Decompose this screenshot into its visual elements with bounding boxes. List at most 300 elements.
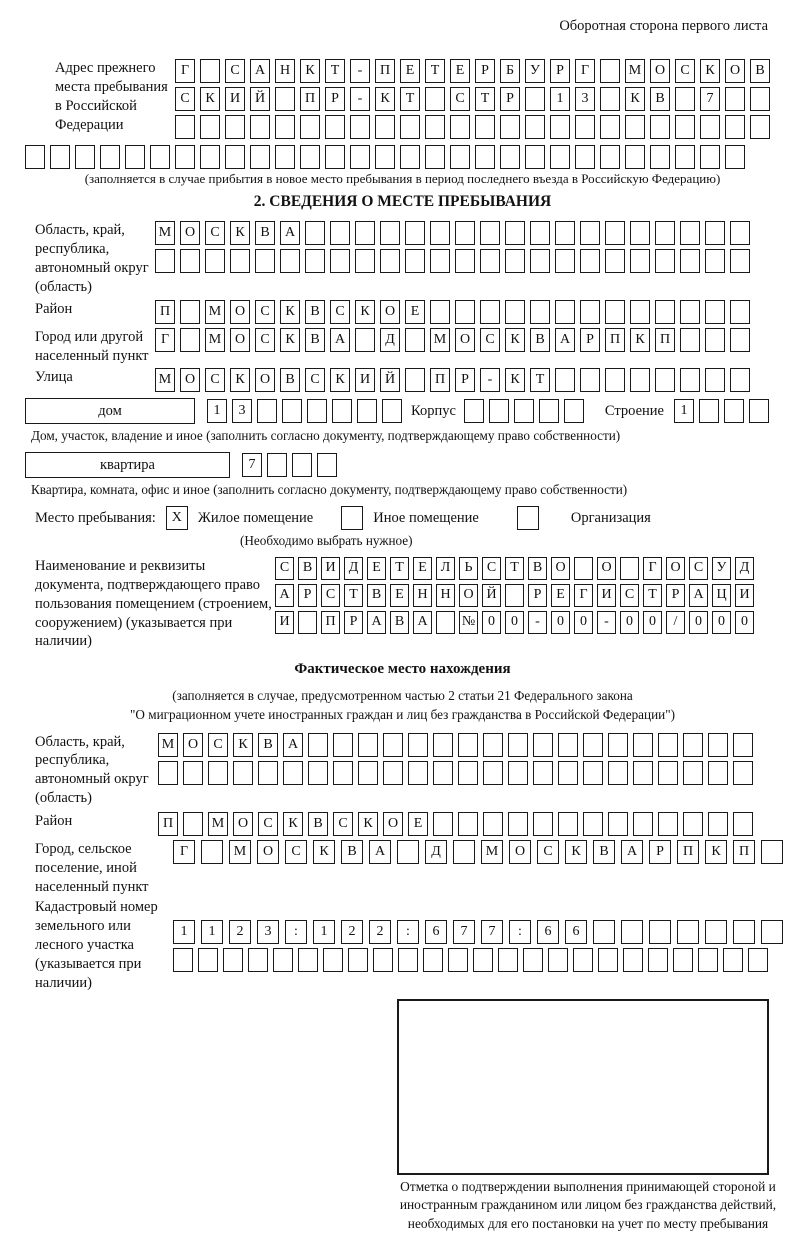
char-cell[interactable]: В [530, 328, 550, 352]
char-cell[interactable]: С [330, 300, 350, 324]
char-cell[interactable] [450, 115, 470, 139]
char-cell[interactable]: Р [500, 87, 520, 111]
char-cell[interactable]: В [593, 840, 615, 864]
char-cell[interactable]: С [285, 840, 307, 864]
char-cell[interactable] [514, 399, 534, 423]
char-cell[interactable]: К [230, 221, 250, 245]
char-cell[interactable]: Ц [712, 584, 731, 607]
char-cell[interactable]: К [630, 328, 650, 352]
char-cell[interactable]: М [158, 733, 178, 757]
char-cell[interactable]: К [283, 812, 303, 836]
char-cell[interactable] [358, 761, 378, 785]
char-cell[interactable] [292, 453, 312, 477]
char-cell[interactable] [423, 948, 443, 972]
char-cell[interactable] [533, 733, 553, 757]
char-cell[interactable] [630, 368, 650, 392]
char-cell[interactable]: П [300, 87, 320, 111]
char-cell[interactable] [100, 145, 120, 169]
char-cell[interactable]: Т [390, 557, 409, 580]
char-cell[interactable] [300, 145, 320, 169]
char-cell[interactable] [655, 368, 675, 392]
char-cell[interactable]: Ь [459, 557, 478, 580]
char-cell[interactable] [530, 249, 550, 273]
char-cell[interactable] [75, 145, 95, 169]
char-cell[interactable]: 1 [173, 920, 195, 944]
char-cell[interactable]: Т [400, 87, 420, 111]
char-cell[interactable] [730, 328, 750, 352]
char-cell[interactable]: Г [643, 557, 662, 580]
char-cell[interactable] [180, 328, 200, 352]
char-cell[interactable] [380, 221, 400, 245]
char-cell[interactable]: Р [298, 584, 317, 607]
char-cell[interactable] [733, 920, 755, 944]
char-cell[interactable] [508, 812, 528, 836]
char-cell[interactable]: С [208, 733, 228, 757]
char-cell[interactable] [623, 948, 643, 972]
char-cell[interactable]: О [230, 328, 250, 352]
char-cell[interactable] [489, 399, 509, 423]
char-cell[interactable] [298, 948, 318, 972]
char-cell[interactable]: И [597, 584, 616, 607]
char-cell[interactable]: С [258, 812, 278, 836]
char-cell[interactable] [683, 733, 703, 757]
char-cell[interactable] [675, 145, 695, 169]
char-cell[interactable] [500, 145, 520, 169]
char-cell[interactable] [183, 761, 203, 785]
char-cell[interactable]: Д [380, 328, 400, 352]
char-cell[interactable]: С [205, 221, 225, 245]
char-cell[interactable] [580, 249, 600, 273]
char-cell[interactable] [700, 145, 720, 169]
char-cell[interactable]: И [735, 584, 754, 607]
char-cell[interactable]: 0 [643, 611, 662, 634]
char-cell[interactable] [630, 249, 650, 273]
char-cell[interactable] [158, 761, 178, 785]
char-cell[interactable] [283, 761, 303, 785]
char-cell[interactable] [724, 399, 744, 423]
char-cell[interactable]: - [350, 87, 370, 111]
char-cell[interactable] [558, 733, 578, 757]
char-cell[interactable]: А [621, 840, 643, 864]
char-cell[interactable]: В [341, 840, 363, 864]
char-cell[interactable]: М [155, 368, 175, 392]
char-cell[interactable]: В [528, 557, 547, 580]
char-cell[interactable] [430, 249, 450, 273]
char-cell[interactable] [573, 948, 593, 972]
char-cell[interactable]: Т [344, 584, 363, 607]
char-cell[interactable]: К [505, 328, 525, 352]
char-cell[interactable]: А [283, 733, 303, 757]
char-cell[interactable] [761, 840, 783, 864]
char-cell[interactable]: М [205, 328, 225, 352]
char-cell[interactable] [255, 249, 275, 273]
char-cell[interactable] [598, 948, 618, 972]
char-cell[interactable] [455, 300, 475, 324]
char-cell[interactable]: С [175, 87, 195, 111]
char-cell[interactable] [750, 87, 770, 111]
char-cell[interactable] [223, 948, 243, 972]
char-cell[interactable] [749, 399, 769, 423]
char-cell[interactable]: С [255, 300, 275, 324]
char-cell[interactable] [748, 948, 768, 972]
char-cell[interactable] [705, 300, 725, 324]
char-cell[interactable] [733, 812, 753, 836]
char-cell[interactable]: 2 [341, 920, 363, 944]
char-cell[interactable] [525, 87, 545, 111]
char-cell[interactable] [600, 87, 620, 111]
char-cell[interactable] [333, 733, 353, 757]
char-cell[interactable]: Т [325, 59, 345, 83]
char-cell[interactable] [658, 761, 678, 785]
char-cell[interactable] [225, 115, 245, 139]
char-cell[interactable] [357, 399, 377, 423]
char-cell[interactable] [525, 115, 545, 139]
char-cell[interactable]: О [597, 557, 616, 580]
char-cell[interactable] [525, 145, 545, 169]
char-cell[interactable] [675, 115, 695, 139]
char-cell[interactable]: И [355, 368, 375, 392]
char-cell[interactable] [508, 761, 528, 785]
char-cell[interactable] [683, 812, 703, 836]
char-cell[interactable] [125, 145, 145, 169]
char-cell[interactable] [699, 399, 719, 423]
char-cell[interactable]: 0 [735, 611, 754, 634]
char-cell[interactable]: П [155, 300, 175, 324]
char-cell[interactable] [583, 812, 603, 836]
char-cell[interactable]: У [712, 557, 731, 580]
char-cell[interactable]: Г [574, 584, 593, 607]
char-cell[interactable]: Е [450, 59, 470, 83]
char-cell[interactable]: / [666, 611, 685, 634]
char-cell[interactable] [698, 948, 718, 972]
char-cell[interactable] [198, 948, 218, 972]
char-cell[interactable]: А [555, 328, 575, 352]
char-cell[interactable]: В [258, 733, 278, 757]
char-cell[interactable]: 1 [550, 87, 570, 111]
char-cell[interactable] [625, 115, 645, 139]
char-cell[interactable]: - [597, 611, 616, 634]
char-cell[interactable]: : [397, 920, 419, 944]
char-cell[interactable] [180, 300, 200, 324]
char-cell[interactable] [464, 399, 484, 423]
char-cell[interactable] [533, 761, 553, 785]
char-cell[interactable]: В [305, 300, 325, 324]
char-cell[interactable] [397, 840, 419, 864]
char-cell[interactable] [705, 920, 727, 944]
char-cell[interactable]: 3 [257, 920, 279, 944]
char-cell[interactable] [450, 145, 470, 169]
char-cell[interactable]: 6 [537, 920, 559, 944]
char-cell[interactable]: А [689, 584, 708, 607]
char-cell[interactable] [480, 300, 500, 324]
char-cell[interactable]: - [528, 611, 547, 634]
char-cell[interactable]: 3 [575, 87, 595, 111]
char-cell[interactable] [208, 761, 228, 785]
char-cell[interactable]: С [620, 584, 639, 607]
char-cell[interactable]: К [565, 840, 587, 864]
char-cell[interactable] [605, 249, 625, 273]
char-cell[interactable]: И [225, 87, 245, 111]
char-cell[interactable] [593, 920, 615, 944]
char-cell[interactable] [555, 249, 575, 273]
char-cell[interactable] [250, 145, 270, 169]
char-cell[interactable]: Д [735, 557, 754, 580]
char-cell[interactable]: Е [367, 557, 386, 580]
char-cell[interactable] [564, 399, 584, 423]
char-cell[interactable] [430, 300, 450, 324]
char-cell[interactable]: П [655, 328, 675, 352]
char-cell[interactable]: Р [528, 584, 547, 607]
char-cell[interactable]: 0 [620, 611, 639, 634]
char-cell[interactable] [200, 59, 220, 83]
char-cell[interactable] [305, 249, 325, 273]
char-cell[interactable] [382, 399, 402, 423]
char-cell[interactable] [625, 145, 645, 169]
char-cell[interactable] [325, 145, 345, 169]
char-cell[interactable]: П [605, 328, 625, 352]
char-cell[interactable] [483, 812, 503, 836]
char-cell[interactable] [574, 557, 593, 580]
char-cell[interactable]: В [305, 328, 325, 352]
char-cell[interactable]: О [180, 368, 200, 392]
char-cell[interactable] [433, 761, 453, 785]
char-cell[interactable]: С [689, 557, 708, 580]
char-cell[interactable] [580, 368, 600, 392]
char-cell[interactable]: Е [408, 812, 428, 836]
char-cell[interactable] [373, 948, 393, 972]
char-cell[interactable] [200, 115, 220, 139]
char-cell[interactable] [355, 249, 375, 273]
char-cell[interactable]: И [321, 557, 340, 580]
char-cell[interactable] [680, 368, 700, 392]
char-cell[interactable] [408, 733, 428, 757]
char-cell[interactable] [600, 115, 620, 139]
char-cell[interactable] [655, 249, 675, 273]
char-cell[interactable]: К [355, 300, 375, 324]
char-cell[interactable] [680, 249, 700, 273]
char-cell[interactable] [483, 761, 503, 785]
char-cell[interactable]: 1 [207, 399, 227, 423]
char-cell[interactable]: Г [175, 59, 195, 83]
char-cell[interactable]: Р [455, 368, 475, 392]
char-cell[interactable] [633, 733, 653, 757]
char-cell[interactable] [733, 733, 753, 757]
char-cell[interactable]: Г [575, 59, 595, 83]
char-cell[interactable] [575, 115, 595, 139]
char-cell[interactable] [558, 761, 578, 785]
char-cell[interactable]: 3 [232, 399, 252, 423]
char-cell[interactable] [683, 761, 703, 785]
char-cell[interactable] [708, 733, 728, 757]
char-cell[interactable] [330, 221, 350, 245]
char-cell[interactable]: О [230, 300, 250, 324]
char-cell[interactable]: Й [380, 368, 400, 392]
char-cell[interactable] [398, 948, 418, 972]
char-cell[interactable] [475, 115, 495, 139]
char-cell[interactable] [475, 145, 495, 169]
char-cell[interactable] [453, 840, 475, 864]
char-cell[interactable] [658, 733, 678, 757]
char-cell[interactable] [680, 328, 700, 352]
char-cell[interactable]: М [155, 221, 175, 245]
char-cell[interactable] [730, 368, 750, 392]
char-cell[interactable]: О [255, 368, 275, 392]
char-cell[interactable]: П [375, 59, 395, 83]
char-cell[interactable] [550, 145, 570, 169]
char-cell[interactable] [375, 115, 395, 139]
char-cell[interactable]: К [700, 59, 720, 83]
char-cell[interactable] [307, 399, 327, 423]
char-cell[interactable]: Й [250, 87, 270, 111]
char-cell[interactable] [658, 812, 678, 836]
char-cell[interactable] [655, 221, 675, 245]
char-cell[interactable] [455, 249, 475, 273]
char-cell[interactable] [505, 221, 525, 245]
char-cell[interactable] [700, 115, 720, 139]
char-cell[interactable] [620, 557, 639, 580]
char-cell[interactable] [300, 115, 320, 139]
char-cell[interactable] [317, 453, 337, 477]
char-cell[interactable]: С [321, 584, 340, 607]
char-cell[interactable] [348, 948, 368, 972]
char-cell[interactable] [405, 221, 425, 245]
char-cell[interactable]: К [280, 328, 300, 352]
char-cell[interactable]: В [650, 87, 670, 111]
char-cell[interactable] [498, 948, 518, 972]
char-cell[interactable] [733, 761, 753, 785]
char-cell[interactable]: О [459, 584, 478, 607]
char-cell[interactable]: Л [436, 557, 455, 580]
char-cell[interactable] [350, 115, 370, 139]
char-cell[interactable] [282, 399, 302, 423]
checkbox-org[interactable] [517, 506, 539, 530]
char-cell[interactable]: Н [413, 584, 432, 607]
char-cell[interactable]: А [275, 584, 294, 607]
char-cell[interactable]: Н [275, 59, 295, 83]
char-cell[interactable] [400, 115, 420, 139]
char-cell[interactable]: 1 [201, 920, 223, 944]
char-cell[interactable] [175, 145, 195, 169]
char-cell[interactable] [677, 920, 699, 944]
char-cell[interactable] [555, 221, 575, 245]
char-cell[interactable]: : [285, 920, 307, 944]
char-cell[interactable] [150, 145, 170, 169]
char-cell[interactable]: О [383, 812, 403, 836]
char-cell[interactable] [275, 87, 295, 111]
char-cell[interactable] [600, 59, 620, 83]
char-cell[interactable] [298, 611, 317, 634]
char-cell[interactable] [539, 399, 559, 423]
char-cell[interactable]: К [705, 840, 727, 864]
char-cell[interactable]: О [257, 840, 279, 864]
char-cell[interactable]: 0 [712, 611, 731, 634]
char-cell[interactable] [723, 948, 743, 972]
char-cell[interactable]: 6 [425, 920, 447, 944]
char-cell[interactable]: К [330, 368, 350, 392]
char-cell[interactable]: 1 [313, 920, 335, 944]
char-cell[interactable]: 0 [574, 611, 593, 634]
char-cell[interactable]: Р [325, 87, 345, 111]
char-cell[interactable]: Н [436, 584, 455, 607]
char-cell[interactable] [233, 761, 253, 785]
char-cell[interactable]: Й [482, 584, 501, 607]
char-cell[interactable]: П [677, 840, 699, 864]
char-cell[interactable] [550, 115, 570, 139]
char-cell[interactable]: М [625, 59, 645, 83]
char-cell[interactable] [405, 368, 425, 392]
char-cell[interactable] [675, 87, 695, 111]
char-cell[interactable]: С [675, 59, 695, 83]
char-cell[interactable] [633, 761, 653, 785]
char-cell[interactable]: А [250, 59, 270, 83]
char-cell[interactable] [355, 221, 375, 245]
char-cell[interactable] [425, 145, 445, 169]
char-cell[interactable] [705, 221, 725, 245]
char-cell[interactable] [458, 733, 478, 757]
char-cell[interactable] [505, 249, 525, 273]
char-cell[interactable]: Р [475, 59, 495, 83]
char-cell[interactable]: С [225, 59, 245, 83]
char-cell[interactable] [708, 761, 728, 785]
char-cell[interactable] [523, 948, 543, 972]
char-cell[interactable]: 0 [689, 611, 708, 634]
char-cell[interactable] [205, 249, 225, 273]
char-cell[interactable] [405, 249, 425, 273]
char-cell[interactable]: С [305, 368, 325, 392]
char-cell[interactable] [621, 920, 643, 944]
char-cell[interactable]: Д [344, 557, 363, 580]
char-cell[interactable]: 7 [242, 453, 262, 477]
char-cell[interactable]: А [330, 328, 350, 352]
char-cell[interactable] [350, 145, 370, 169]
confirmation-mark-box[interactable] [397, 999, 769, 1175]
char-cell[interactable] [680, 300, 700, 324]
char-cell[interactable]: Е [551, 584, 570, 607]
char-cell[interactable]: К [300, 59, 320, 83]
char-cell[interactable] [248, 948, 268, 972]
char-cell[interactable]: К [280, 300, 300, 324]
char-cell[interactable]: О [183, 733, 203, 757]
char-cell[interactable] [480, 221, 500, 245]
char-cell[interactable]: П [733, 840, 755, 864]
char-cell[interactable] [383, 761, 403, 785]
char-cell[interactable] [505, 300, 525, 324]
char-cell[interactable]: 2 [229, 920, 251, 944]
char-cell[interactable]: Г [173, 840, 195, 864]
char-cell[interactable] [430, 221, 450, 245]
char-cell[interactable] [225, 145, 245, 169]
char-cell[interactable]: С [482, 557, 501, 580]
checkbox-inoe[interactable] [341, 506, 363, 530]
char-cell[interactable] [267, 453, 287, 477]
char-cell[interactable] [655, 300, 675, 324]
char-cell[interactable]: Т [475, 87, 495, 111]
char-cell[interactable] [325, 115, 345, 139]
char-cell[interactable] [725, 145, 745, 169]
char-cell[interactable] [180, 249, 200, 273]
char-cell[interactable] [508, 733, 528, 757]
char-cell[interactable]: Т [425, 59, 445, 83]
char-cell[interactable]: Р [666, 584, 685, 607]
char-cell[interactable] [673, 948, 693, 972]
char-cell[interactable] [480, 249, 500, 273]
char-cell[interactable] [400, 145, 420, 169]
char-cell[interactable]: С [480, 328, 500, 352]
char-cell[interactable]: - [480, 368, 500, 392]
char-cell[interactable] [708, 812, 728, 836]
char-cell[interactable] [305, 221, 325, 245]
char-cell[interactable]: К [233, 733, 253, 757]
